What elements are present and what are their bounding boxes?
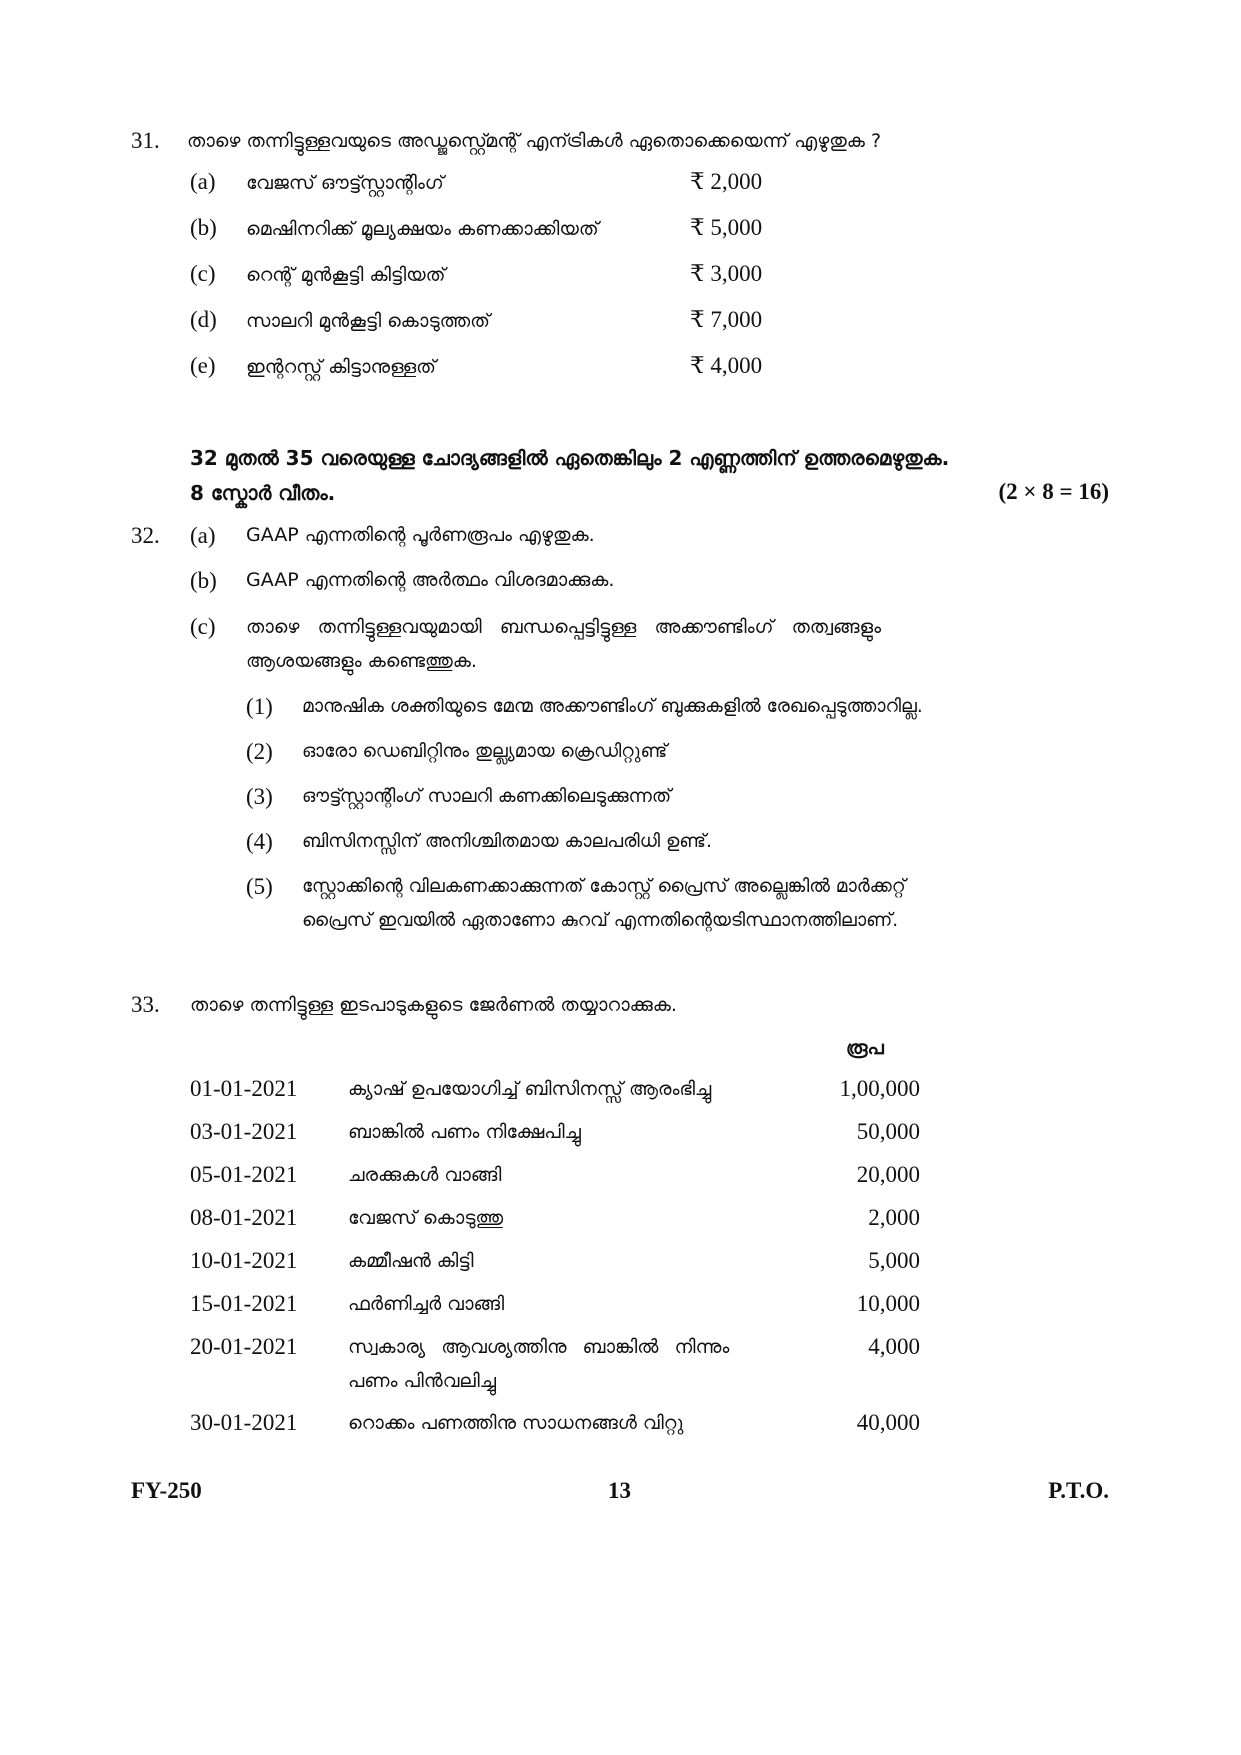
- row-date: 03-01-2021: [190, 1119, 298, 1144]
- item-amount: ₹ 5,000: [690, 215, 763, 240]
- item-amount: ₹ 2,000: [690, 169, 763, 194]
- item-amount: ₹ 4,000: [690, 353, 763, 378]
- row-amount: 50,000: [856, 1119, 920, 1144]
- table-row: [190, 1291, 920, 1325]
- item-label: (c): [190, 261, 216, 286]
- item-text: സാലറി മുൻകൂട്ടി കൊടുത്തത്: [246, 310, 490, 332]
- subitem-text: ഔട്ട്സ്റ്റാന്റിംഗ് സാലറി കണക്കിലെടുക്കുന്നത്: [302, 786, 672, 807]
- section-marks: (2 × 8 = 16): [998, 479, 1109, 504]
- list-item: [190, 215, 790, 245]
- subitem-text: ബിസിനസ്സിന് അനിശ്ചിതമായ കാലപരിധി ഉണ്ട്.: [302, 831, 712, 852]
- subitem-label: (5): [246, 874, 273, 899]
- subitem-label: (1): [246, 694, 273, 719]
- subitem-text-cont: പ്രൈസ് ഇവയിൽ ഏതാണോ കുറവ് എന്നതിന്റെയടിസ്ഥാനത്തിലാണ്.: [302, 910, 899, 931]
- list-item: [190, 169, 790, 199]
- q32-number: 32.: [131, 523, 160, 548]
- item-text: മെഷിനറിക്ക് മൂല്യക്ഷയം കണക്കാക്കിയത്: [246, 218, 599, 240]
- row-description: വേജസ് കൊടുത്തു: [348, 1207, 504, 1229]
- q33-text: താഴെ തന്നിട്ടുള്ള ഇടപാടുകളുടെ ജേർണൽ തയ്യാറാക്കുക.: [190, 994, 677, 1016]
- row-date: 10-01-2021: [190, 1248, 298, 1273]
- q32-b-text: GAAP എന്നതിന്റെ അർത്ഥം വിശദമാക്കുക.: [246, 569, 615, 591]
- item-label: (e): [190, 353, 216, 378]
- row-amount: 2,000: [868, 1205, 920, 1230]
- q32-c-text-cont: ആശയങ്ങളും കണ്ടെത്തുക.: [246, 650, 477, 672]
- table-row: [190, 1119, 920, 1153]
- table-row: [190, 1334, 920, 1402]
- subitem-label: (2): [246, 739, 273, 764]
- section-score: 8 സ്കോർ വീതം.: [190, 481, 336, 505]
- row-amount: 10,000: [856, 1291, 920, 1316]
- q32-a-label: (a): [190, 523, 216, 548]
- subitem-text: മാനുഷിക ശക്തിയുടെ മേന്മ അക്കൗണ്ടിംഗ് ബുക്കുകളിൽ രേഖപ്പെടുത്താറില്ല.: [302, 696, 923, 717]
- row-description: ബാങ്കിൽ പണം നിക്ഷേപിച്ചു: [348, 1121, 581, 1143]
- item-text: റെന്റ് മുൻകൂട്ടി കിട്ടിയത്: [246, 264, 446, 286]
- q33-number: 33.: [131, 992, 160, 1017]
- table-row: [190, 1410, 920, 1444]
- subitem-text: ഓരോ ഡെബിറ്റിനും തുല്ല്യമായ ക്രെഡിറ്റുണ്ട്: [302, 741, 668, 762]
- row-date: 30-01-2021: [190, 1410, 298, 1435]
- q32-c-label: (c): [190, 614, 216, 639]
- q32-a-text: GAAP എന്നതിന്റെ പൂർണരൂപം എഴുതുക.: [246, 524, 595, 546]
- row-date: 05-01-2021: [190, 1162, 298, 1187]
- row-description-cont: പണം പിൻവലിച്ചു: [348, 1370, 496, 1392]
- item-text: വേജസ് ഔട്ട്സ്റ്റാന്റിംഗ്: [246, 172, 444, 194]
- table-row: [190, 1205, 920, 1239]
- row-description: സ്വകാര്യ ആവശ്യത്തിനു ബാങ്കിൽ നിന്നും: [348, 1336, 730, 1358]
- list-item: [190, 353, 790, 383]
- table-row: [190, 1248, 920, 1282]
- row-date: 15-01-2021: [190, 1291, 298, 1316]
- currency-header: രൂപ: [846, 1037, 884, 1059]
- row-amount: 5,000: [868, 1248, 920, 1273]
- subitem-label: (3): [246, 784, 273, 809]
- subitem-label: (4): [246, 829, 273, 854]
- subitem-text: സ്റ്റോക്കിന്റെ വിലകണക്കാക്കുന്നത് കോസ്റ്റ് പ്രൈസ് അല്ലെങ്കിൽ മാർക്കറ്റ്: [302, 876, 906, 897]
- row-amount: 20,000: [856, 1162, 920, 1187]
- row-description: ഫർണിച്ചർ വാങ്ങി: [348, 1293, 505, 1315]
- row-description: റൊക്കം പണത്തിനു സാധനങ്ങൾ വിറ്റു: [348, 1412, 684, 1434]
- pto-label: P.T.O.: [1048, 1478, 1109, 1503]
- row-amount: 40,000: [856, 1410, 920, 1435]
- row-date: 20-01-2021: [190, 1334, 298, 1359]
- q32-b-label: (b): [190, 568, 217, 593]
- row-date: 01-01-2021: [190, 1076, 298, 1101]
- item-amount: ₹ 7,000: [690, 307, 763, 332]
- row-description: കമ്മീഷൻ കിട്ടി: [348, 1250, 474, 1272]
- row-description: ചരക്കുകൾ വാങ്ങി: [348, 1164, 502, 1186]
- item-label: (a): [190, 169, 216, 194]
- q32-c-text: താഴെ തന്നിട്ടുള്ളവയുമായി ബന്ധപ്പെട്ടിട്ടുള്ള അക്കൗണ്ടിംഗ് തത്വങ്ങളും: [246, 616, 882, 638]
- page-number: 13: [608, 1478, 631, 1503]
- section-instruction: 32 മുതൽ 35 വരെയുള്ള ചോദ്യങ്ങളിൽ ഏതെങ്കിലും 2 എണ്ണത്തിന് ഉത്തരമെഴുതുക.: [190, 446, 950, 470]
- row-description: ക്യാഷ് ഉപയോഗിച്ച് ബിസിനസ്സ് ആരംഭിച്ചു: [348, 1078, 712, 1100]
- row-amount: 4,000: [868, 1334, 920, 1359]
- row-amount: 1,00,000: [839, 1076, 920, 1101]
- item-amount: ₹ 3,000: [690, 261, 763, 286]
- item-text: ഇന്ററസ്റ്റ് കിട്ടാനുള്ളത്: [246, 356, 436, 378]
- list-item: [190, 261, 790, 291]
- item-label: (d): [190, 307, 217, 332]
- table-row: [190, 1076, 920, 1110]
- item-label: (b): [190, 215, 217, 240]
- q31-text: താഴെ തന്നിട്ടുള്ളവയുടെ അഡ്ജസ്റ്റ്മെന്റ് എന്ട്രികൾ ഏതൊക്കെയെന്ന് എഴുതുക ?: [187, 130, 882, 152]
- q31-number: 31.: [131, 128, 160, 153]
- footer-code: FY-250: [131, 1478, 202, 1503]
- row-date: 08-01-2021: [190, 1205, 298, 1230]
- table-row: [190, 1162, 920, 1196]
- list-item: [190, 307, 790, 337]
